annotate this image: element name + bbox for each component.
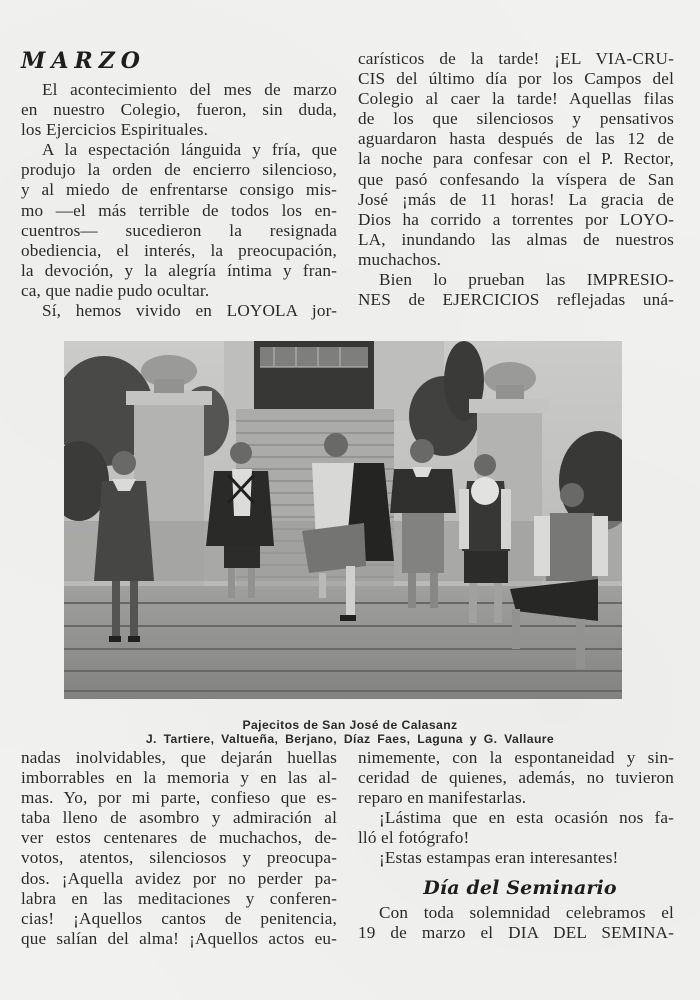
text-line-content: produjo la orden de encierro silencioso, — [21, 160, 337, 180]
text-line-content: Colegio al caer la tarde! Aquellas filas — [358, 89, 674, 109]
text-line — [358, 748, 674, 768]
text-line — [21, 140, 337, 160]
caption-title: Pajecitos de San José de Calasanz — [242, 718, 458, 732]
text-line-content: que pasó confesando la víspera de San — [358, 169, 674, 189]
text-line — [358, 808, 674, 828]
text-line-content: dos. ¡Aquella avidez por no perder pa- — [21, 868, 337, 888]
text-line — [21, 261, 337, 281]
text-line-content: labra en las meditaciones y conferen- — [21, 888, 337, 908]
text-line — [21, 869, 337, 889]
caption-names: J. Tartiere, Valtueña, Berjano, Díaz Faes, Laguna y G. Vallaure — [145, 732, 555, 746]
text-line-content: Con toda solemnidad celebramos el — [379, 902, 674, 922]
left-column-bottom — [21, 748, 337, 949]
text-line-content: la devoción, y la alegría íntima y fran- — [21, 260, 337, 280]
text-line — [358, 828, 674, 848]
text-line-content: LA, inundando las almas de nuestros — [358, 229, 674, 249]
text-line — [358, 69, 674, 89]
text-line — [21, 828, 337, 848]
text-line — [21, 808, 337, 828]
text-line-content: Sí, hemos vivido en LOYOLA jor- — [42, 301, 337, 321]
text-line-content: cuentros— sucedieron la resignada — [21, 220, 337, 240]
text-line — [358, 903, 674, 923]
text-line — [21, 100, 337, 120]
text-line-content: ver estos centenares de muchachos, de- — [21, 828, 337, 848]
text-line-content: taba lleno de asombro y admiración al — [21, 808, 337, 828]
left-column-top — [21, 80, 337, 321]
text-line-content: en nuestro Colegio, fueron, sin duda, — [21, 100, 337, 120]
text-line-content: nadas inolvidables, que dejarán huellas — [21, 748, 337, 767]
text-line-content: ¡Lástima que en esta ocasión nos fa- — [379, 808, 674, 828]
right-column-top — [358, 49, 674, 310]
text-line — [358, 170, 674, 190]
text-line-content: José ¡más de 11 horas! La gracia de — [358, 189, 674, 209]
text-line — [21, 301, 337, 321]
text-line — [21, 80, 337, 100]
text-line-content: ¡Estas estampas eran interesantes! — [379, 848, 619, 868]
text-line-content: reparo en manifestarlas. — [358, 788, 527, 808]
text-line — [21, 160, 337, 180]
text-line — [21, 241, 337, 261]
photo-caption — [64, 718, 636, 746]
text-line — [21, 201, 337, 221]
text-line-content: CIS del último día por los Campos del — [358, 69, 674, 89]
text-line-content: ceridad de quienes, además, no tuvieron — [358, 768, 674, 788]
text-line-content: mo —el más terrible de todos los en- — [21, 200, 337, 220]
text-line — [21, 889, 337, 909]
text-line-content: imborrables en la memoria y en las al- — [21, 768, 337, 788]
right-bottom-paragraphs — [358, 748, 674, 869]
right-column-bottom — [358, 748, 674, 943]
text-line-content: cias! ¡Aquellos cantos de penitencia, — [21, 908, 337, 928]
text-line — [358, 270, 674, 290]
text-line — [21, 748, 337, 768]
text-line — [358, 290, 674, 310]
text-line — [21, 120, 337, 140]
text-line-content: votos, atentos, silenciosos y preocupa- — [21, 848, 337, 868]
text-line-content: Bien lo prueban las IMPRESIO- — [379, 270, 674, 290]
text-line-content: que salían del alma! ¡Aquellos actos eu- — [21, 928, 337, 948]
right-bottom-after-paragraph — [358, 903, 674, 943]
text-line-content: nimemente, con la espontaneidad y sin- — [358, 748, 674, 767]
text-line-content: la noche para confesar con el P. Rector, — [358, 149, 674, 169]
text-line — [358, 210, 674, 230]
text-line-content: muchachos. — [358, 249, 442, 269]
text-line — [358, 923, 674, 943]
text-line-content: 19 de marzo el DIA DEL SEMINA- — [358, 922, 674, 942]
text-line-content: los Ejercicios Espirituales. — [21, 120, 209, 140]
text-line — [21, 281, 337, 301]
text-line — [358, 149, 674, 169]
text-line — [358, 49, 674, 69]
text-line-content: aguardaron hasta después de las 12 de — [358, 129, 674, 149]
text-line-content: carísticos de la tarde! ¡EL VIA-CRU- — [358, 49, 674, 68]
text-line — [21, 929, 337, 949]
text-line — [358, 109, 674, 129]
text-line — [21, 180, 337, 200]
text-line-content: de los que silenciosos y pensativos — [358, 109, 674, 129]
text-line — [358, 89, 674, 109]
text-line-content: Dios ha corrido a torrentes por LOYO- — [358, 209, 674, 229]
text-line — [21, 768, 337, 788]
text-line — [358, 129, 674, 149]
text-line — [358, 768, 674, 788]
text-line-content: lló el fotógrafo! — [358, 828, 470, 848]
text-line — [358, 230, 674, 250]
section-title: MARZO — [21, 48, 146, 74]
photograph — [64, 341, 622, 699]
text-line — [358, 190, 674, 210]
text-line-content: mas. Yo, por mi parte, confieso que es- — [21, 788, 337, 808]
text-line — [21, 848, 337, 868]
text-line — [21, 221, 337, 241]
text-line — [358, 848, 674, 868]
text-line-content: NES de EJERCICIOS reflejadas uná- — [358, 290, 674, 310]
text-line — [21, 909, 337, 929]
text-line — [21, 788, 337, 808]
text-line-content: ca, que nadie pudo ocultar. — [21, 280, 210, 300]
text-line — [358, 788, 674, 808]
text-line-content: A la espectación lánguida y fría, que — [42, 140, 337, 160]
subheading-dia-del-seminario: Día del Seminario — [423, 876, 617, 899]
photo-illustration — [64, 341, 622, 699]
text-line-content: El acontecimiento del mes de marzo — [42, 80, 337, 99]
text-line — [358, 250, 674, 270]
text-line-content: y al miedo de enfrentarse consigo mis- — [21, 180, 337, 200]
text-line-content: obediencia, el interés, la preocupación, — [21, 240, 337, 260]
